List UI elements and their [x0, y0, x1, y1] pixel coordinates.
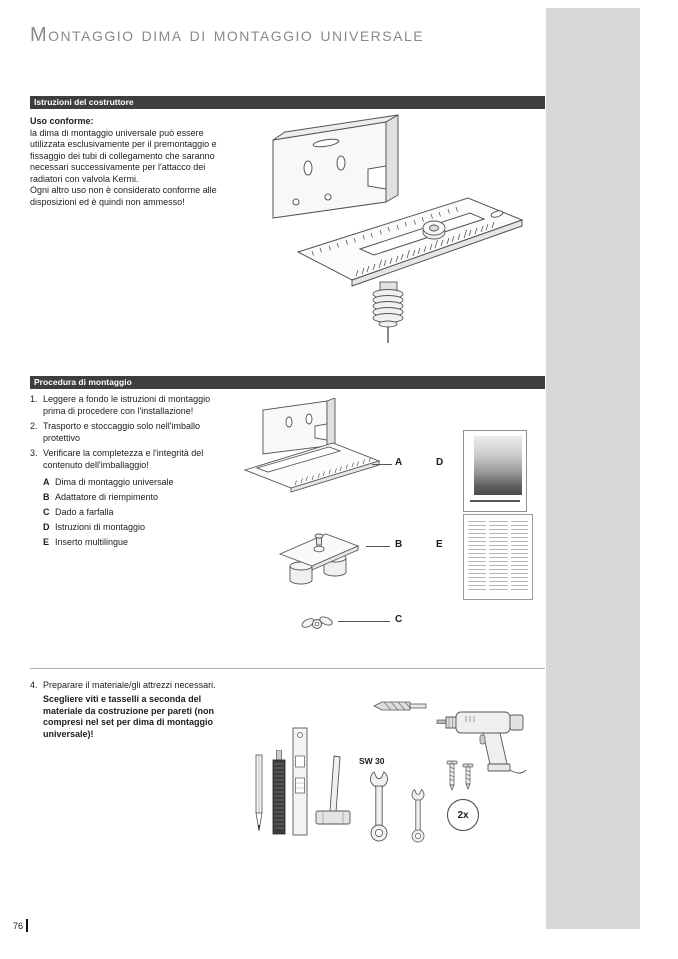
procedure-step [30, 394, 234, 417]
manufacturer-text-block [30, 116, 226, 208]
template-item-illustration [237, 398, 389, 510]
page-number-block [13, 919, 28, 932]
wrench-size-label: SW 30 [359, 756, 385, 766]
step-number: 2. [30, 421, 38, 431]
insert-column-gap [486, 515, 489, 599]
item-label: Adattatore di riempimento [55, 492, 159, 502]
multilingual-insert-illustration [463, 514, 533, 600]
step-text: Preparare il materiale/gli attrezzi necessari. [43, 680, 216, 690]
content-item [43, 522, 234, 534]
item-letter: D [43, 522, 50, 532]
use-conform-note: Ogni altro uso non è considerato conforme alle disposizioni ed è quindi non ammesso! [30, 185, 217, 207]
wing-nut-illustration [300, 612, 334, 634]
booklet-cover-image [474, 436, 522, 495]
item-label: Dima di montaggio universale [55, 477, 174, 487]
hammer-icon [313, 755, 355, 839]
level-icon [289, 726, 311, 838]
tools-note: Scegliere viti e tasselli a seconda del materiale da costruzione per pareti (non compresi nel set per dima di montaggio universale)! [43, 694, 215, 739]
drill-bit-icon [370, 699, 428, 713]
item-letter: C [43, 507, 50, 517]
adapter-item-illustration [274, 524, 362, 588]
package-contents-list [43, 477, 234, 549]
item-letter: A [43, 477, 50, 487]
item-letter: B [43, 492, 50, 502]
page-title: Montaggio dima di montaggio universale [30, 24, 425, 46]
step-number: 1. [30, 394, 38, 404]
screws-icon [444, 760, 478, 796]
item-label: Dado a farfalla [55, 507, 114, 517]
page-number-rule [26, 919, 28, 932]
manual-booklet-illustration [463, 430, 527, 512]
pencil-icon [252, 753, 266, 837]
booklet-rule [470, 500, 520, 502]
callout-a: A [395, 457, 403, 468]
callout-b: B [395, 539, 403, 550]
callout-c: C [395, 614, 403, 625]
content-item [43, 537, 234, 549]
content-item [43, 477, 234, 489]
procedure-step [30, 680, 242, 692]
step-number: 3. [30, 448, 38, 458]
item-label: Inserto multilingue [55, 537, 129, 547]
procedure-steps [30, 394, 234, 552]
callout-leader-line [366, 546, 390, 547]
item-label: Istruzioni di montaggio [55, 522, 146, 532]
content-item [43, 492, 234, 504]
section-divider [30, 668, 545, 669]
procedure-step [30, 448, 234, 471]
step-text: Verificare la completezza e l'integrità del contenuto dell'imballaggio! [43, 448, 204, 470]
callout-leader-line [338, 621, 390, 622]
page-number: 76 [13, 920, 24, 931]
right-margin-strip [546, 8, 640, 929]
section-header-procedure: Procedura di montaggio [30, 376, 545, 389]
procedure-step [30, 421, 234, 444]
callout-d: D [436, 457, 444, 468]
content-item [43, 507, 234, 519]
section-header-manufacturer: Istruzioni del costruttore [30, 96, 545, 109]
wrench-30-icon [359, 769, 399, 843]
assembly-template-illustration [238, 110, 538, 355]
step-text: Trasporto e stoccaggio solo nell'imballo protettivo [43, 421, 200, 443]
small-wrench-icon [403, 787, 433, 843]
use-conform-heading: Uso conforme: [30, 116, 94, 126]
callout-leader-line [372, 464, 392, 465]
callout-e: E [436, 539, 443, 550]
item-letter: E [43, 537, 50, 547]
insert-column-gap [508, 515, 511, 599]
rasp-icon [270, 750, 288, 838]
step-number: 4. [30, 680, 38, 690]
screw-qty-badge: 2x [447, 799, 479, 831]
use-conform-text: la dima di montaggio universale può essere utilizzata esclusivamente per il premontaggio e fissaggio dei tubi di collegamento che saranno necessari successivamente per l'attacco dei radiatori con valvola Kermi. [30, 127, 217, 184]
step-text: Leggere a fondo le istruzioni di montaggio prima di procedere con l'installazione! [43, 394, 211, 416]
insert-text-lines [468, 521, 528, 593]
